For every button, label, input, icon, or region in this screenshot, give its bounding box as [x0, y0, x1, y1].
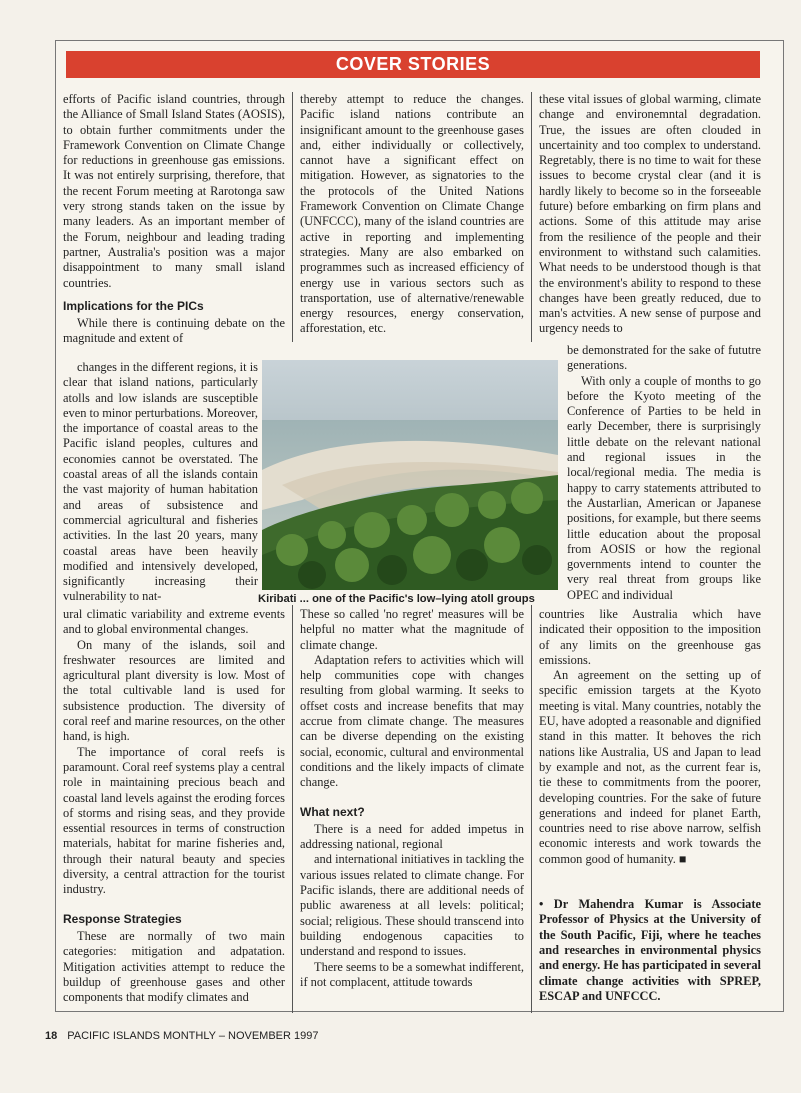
end-mark: ■ [678, 851, 687, 866]
atoll-photo [262, 360, 558, 590]
paragraph: The importance of coral reefs is paramount. Coral reef systems play a central role in maintaining precious beach and coastal land levels against the eroding forces of storms and rising seas, and they provide essential resources in terms of construction materials, habitat for marine fisheries and, through their natural beauty and species diversity, a central attraction for the tourist industry. [63, 744, 285, 897]
paragraph: these vital issues of global warming, climate change and environemntal degradation. True, the issues are often clouded in uncertainity and too complex to understand. Regretably, there is no time to wait for these issues to become crystal clear (and it is hardly likely to become so in the forseeable future) before embarking on firm plans and actions. Some of this attitude may arise from the resilience of the people and their environment to withstand such calamities. What needs to be understood though is that the environment's ability to respond to these changes have been greatly reduced, due to man's actvities. A new sense of purpose and urgency needs to [539, 92, 761, 336]
column-3-bottom [539, 607, 761, 1004]
photo-caption: Kiribati ... one of the Pacific's low–lying atoll groups [258, 593, 535, 605]
column-3-wrap [567, 343, 761, 603]
paragraph: While there is continuing debate on the magnitude and extent of [63, 316, 285, 346]
subheading: Implications for the PICs [63, 298, 204, 313]
column-rule [292, 92, 293, 342]
column-rule [292, 605, 293, 1013]
column-rule [531, 605, 532, 1013]
paragraph: These so called 'no regret' measures will be helpful no matter what the magnitude of climate change. [300, 607, 524, 652]
column-1-bottom [63, 607, 285, 1005]
paragraph: ural climatic variability and extreme events and to global environmental changes. [63, 607, 285, 637]
column-rule [531, 92, 532, 342]
paragraph: countries like Australia which have indicated their opposition to the imposition of any limits on the greenhouse gas emissions. [539, 607, 761, 667]
section-banner [66, 51, 760, 78]
paragraph: There seems to be a somewhat indifferent, if not complacent, attitude towards [300, 959, 524, 989]
paragraph: thereby attempt to reduce the changes. Pacific island nations contribute an insignificant amount to the greenhouse gases and, either individually or collectively, cannot have a significant effect on mitigation. However, as signatories to the the protocols of the United Nations Framework Convention on Climate Change (UNFCCC), many of the island countries are active in reporting and implementing strategies. Many are also embarked on programmes such as increased efficiency of energy use in various sectors such as transportation, use of alternative/renewable energy resources, energy conservation, afforestation, etc. [300, 92, 524, 336]
paragraph-text: An agreement on the setting up of specific emission targets at the Kyoto meeting is vital. Many countries, notably the EU, have adopted a reasonable and dignified stand in this matter. It behoves the rich nations like Australia, US and Japan to lead by example and not, as the current fear is, tie these to commitments from the poorer, developing countries. For the sake of future generations and indeed for planet Earth, countries need to rise above narrow, selfish economic interests and work towards the common good of humanity. [539, 668, 761, 866]
paragraph [539, 668, 761, 867]
paragraph: be demonstrated for the sake of fututre generations. [567, 343, 761, 373]
column-2-top [300, 92, 524, 337]
atoll-photo-image [262, 360, 558, 590]
paragraph: On many of the islands, soil and freshwater resources are limited and agricultural plant diversity is low. Most of the total cultivable land is used for subsistence production. The diversity of coral reef and marine resources, on the other hand, is high. [63, 637, 285, 744]
column-2-bottom [300, 607, 524, 990]
subheading: What next? [300, 804, 365, 819]
page-footer [45, 1030, 319, 1042]
paragraph: changes in the different regions, it is clear that island nations, particularly atolls and low islands are susceptible even to minor perturbations. Moreover, the importance of coastal areas to the Pacific island peoples, cultures and economies cannot be overstated. The coastal areas of all the islands contain the vast majority of human habitation and areas of subsistence and commercial agricultural and fisheries activities. In the last 20 years, many coastal areas have been heavily modified and intensively developed, significantly increasing their vulnerability to nat- [63, 360, 258, 604]
page-number: 18 [45, 1030, 58, 1042]
author-bio: • Dr Mahendra Kumar is Associate Professor of Physics at the University of the South Pacific, Fiji, where he teaches and researches in environmental physics and energy. He has participated in several climate change activities with SPREP, ESCAP and UNFCCC. [539, 897, 761, 1003]
paragraph: and international initiatives in tackling the various issues related to climate change. For Pacific islands, there are additional needs of public awareness at all levels: political; social; religious. These should transcend into building endogenous capacities to understand and respond to issues. [300, 852, 524, 959]
paragraph: Adaptation refers to activities which will help communities cope with changes resulting from global warming. It seeks to offset costs and increase benefits that may accrue from climate change. The measures can be diverse depending on the existing social, economic, cultural and environmental conditions and the likely impacts of climate change. [300, 652, 524, 790]
paragraph: There is a need for added impetus in addressing national, regional [300, 821, 524, 852]
column-1-wrap [63, 360, 258, 605]
column-3-top [539, 92, 761, 337]
paragraph: These are normally of two main categories: mitigation and adpatation. Mitigation activities attempt to reduce the buildup of greenhouse gases and other components that modify climates and [63, 928, 285, 1005]
column-1-top [63, 92, 285, 347]
paragraph: With only a couple of months to go before the Kyoto meeting of the Conference of Parties to be held in early December, there is surprisingly little debate on the relevant national and regional issues in the local/regional media. The media is happy to carry statements attributed to the Austarlian, American or Japanese positions, for example, but there seems little education about the proposal from AOSIS or how the regional governments intend to counter the very real threat from groups like OPEC and individual [567, 373, 761, 602]
paragraph: efforts of Pacific island countries, through the Alliance of Small Island States (AOSIS), to obtain further commitments under the Framework Convention on Climate Change for reductions in greenhouse gas emissions. It was not entirely surprising, therefore, that the recent Forum meeting at Rarotonga saw very strong stands taken on the issue by many leaders. As an important member of the Forum, neighbour and leading trading partner, Australia's position was a major disappointment to many small island countries. [63, 92, 285, 290]
banner-title: COVER STORIES [335, 54, 491, 74]
subheading: Response Strategies [63, 911, 182, 926]
publication-line: PACIFIC ISLANDS MONTHLY – NOVEMBER 1997 [67, 1030, 319, 1042]
